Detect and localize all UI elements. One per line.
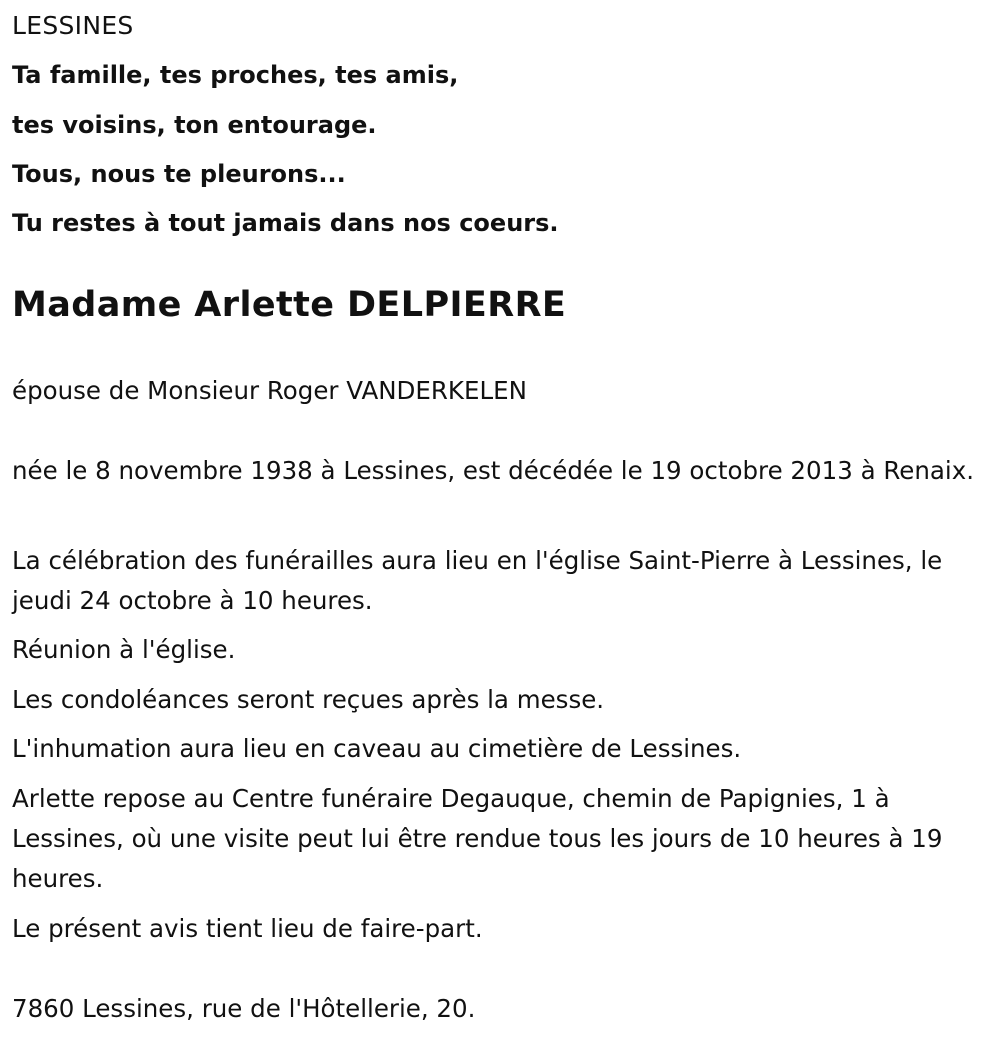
- funeral-paragraph: La célébration des funérailles aura lieu en l'église Saint-Pierre à Lessines, le jeudi 24 octobre à 10 heures.: [12, 546, 943, 615]
- verse-line-4: Tu restes à tout jamais dans nos coeurs.: [12, 209, 559, 237]
- deceased-name: Madame Arlette DELPIERRE: [12, 285, 567, 325]
- city-heading: LESSINES: [12, 11, 134, 40]
- address-line: 7860 Lessines, rue de l'Hôtellerie, 20.: [12, 994, 476, 1023]
- verse-line-3: Tous, nous te pleurons...: [12, 160, 346, 188]
- notice-paragraph: Le présent avis tient lieu de faire-part.: [12, 914, 483, 943]
- verse-line-2: tes voisins, ton entourage.: [12, 111, 377, 139]
- condolences-paragraph: Les condoléances seront reçues après la messe.: [12, 685, 605, 714]
- visit-paragraph: Arlette repose au Centre funéraire Degauque, chemin de Papignies, 1 à Lessines, où une visite peut lui être rendue tous les jours de 10 heures à 19 heures.: [12, 784, 943, 893]
- meeting-paragraph: Réunion à l'église.: [12, 635, 236, 664]
- verse-line-1: Ta famille, tes proches, tes amis,: [12, 61, 459, 89]
- spouse-line: épouse de Monsieur Roger VANDERKELEN: [12, 376, 527, 405]
- burial-paragraph: L'inhumation aura lieu en caveau au cimetière de Lessines.: [12, 734, 742, 763]
- birth-death-paragraph: née le 8 novembre 1938 à Lessines, est décédée le 19 octobre 2013 à Renaix.: [12, 456, 975, 485]
